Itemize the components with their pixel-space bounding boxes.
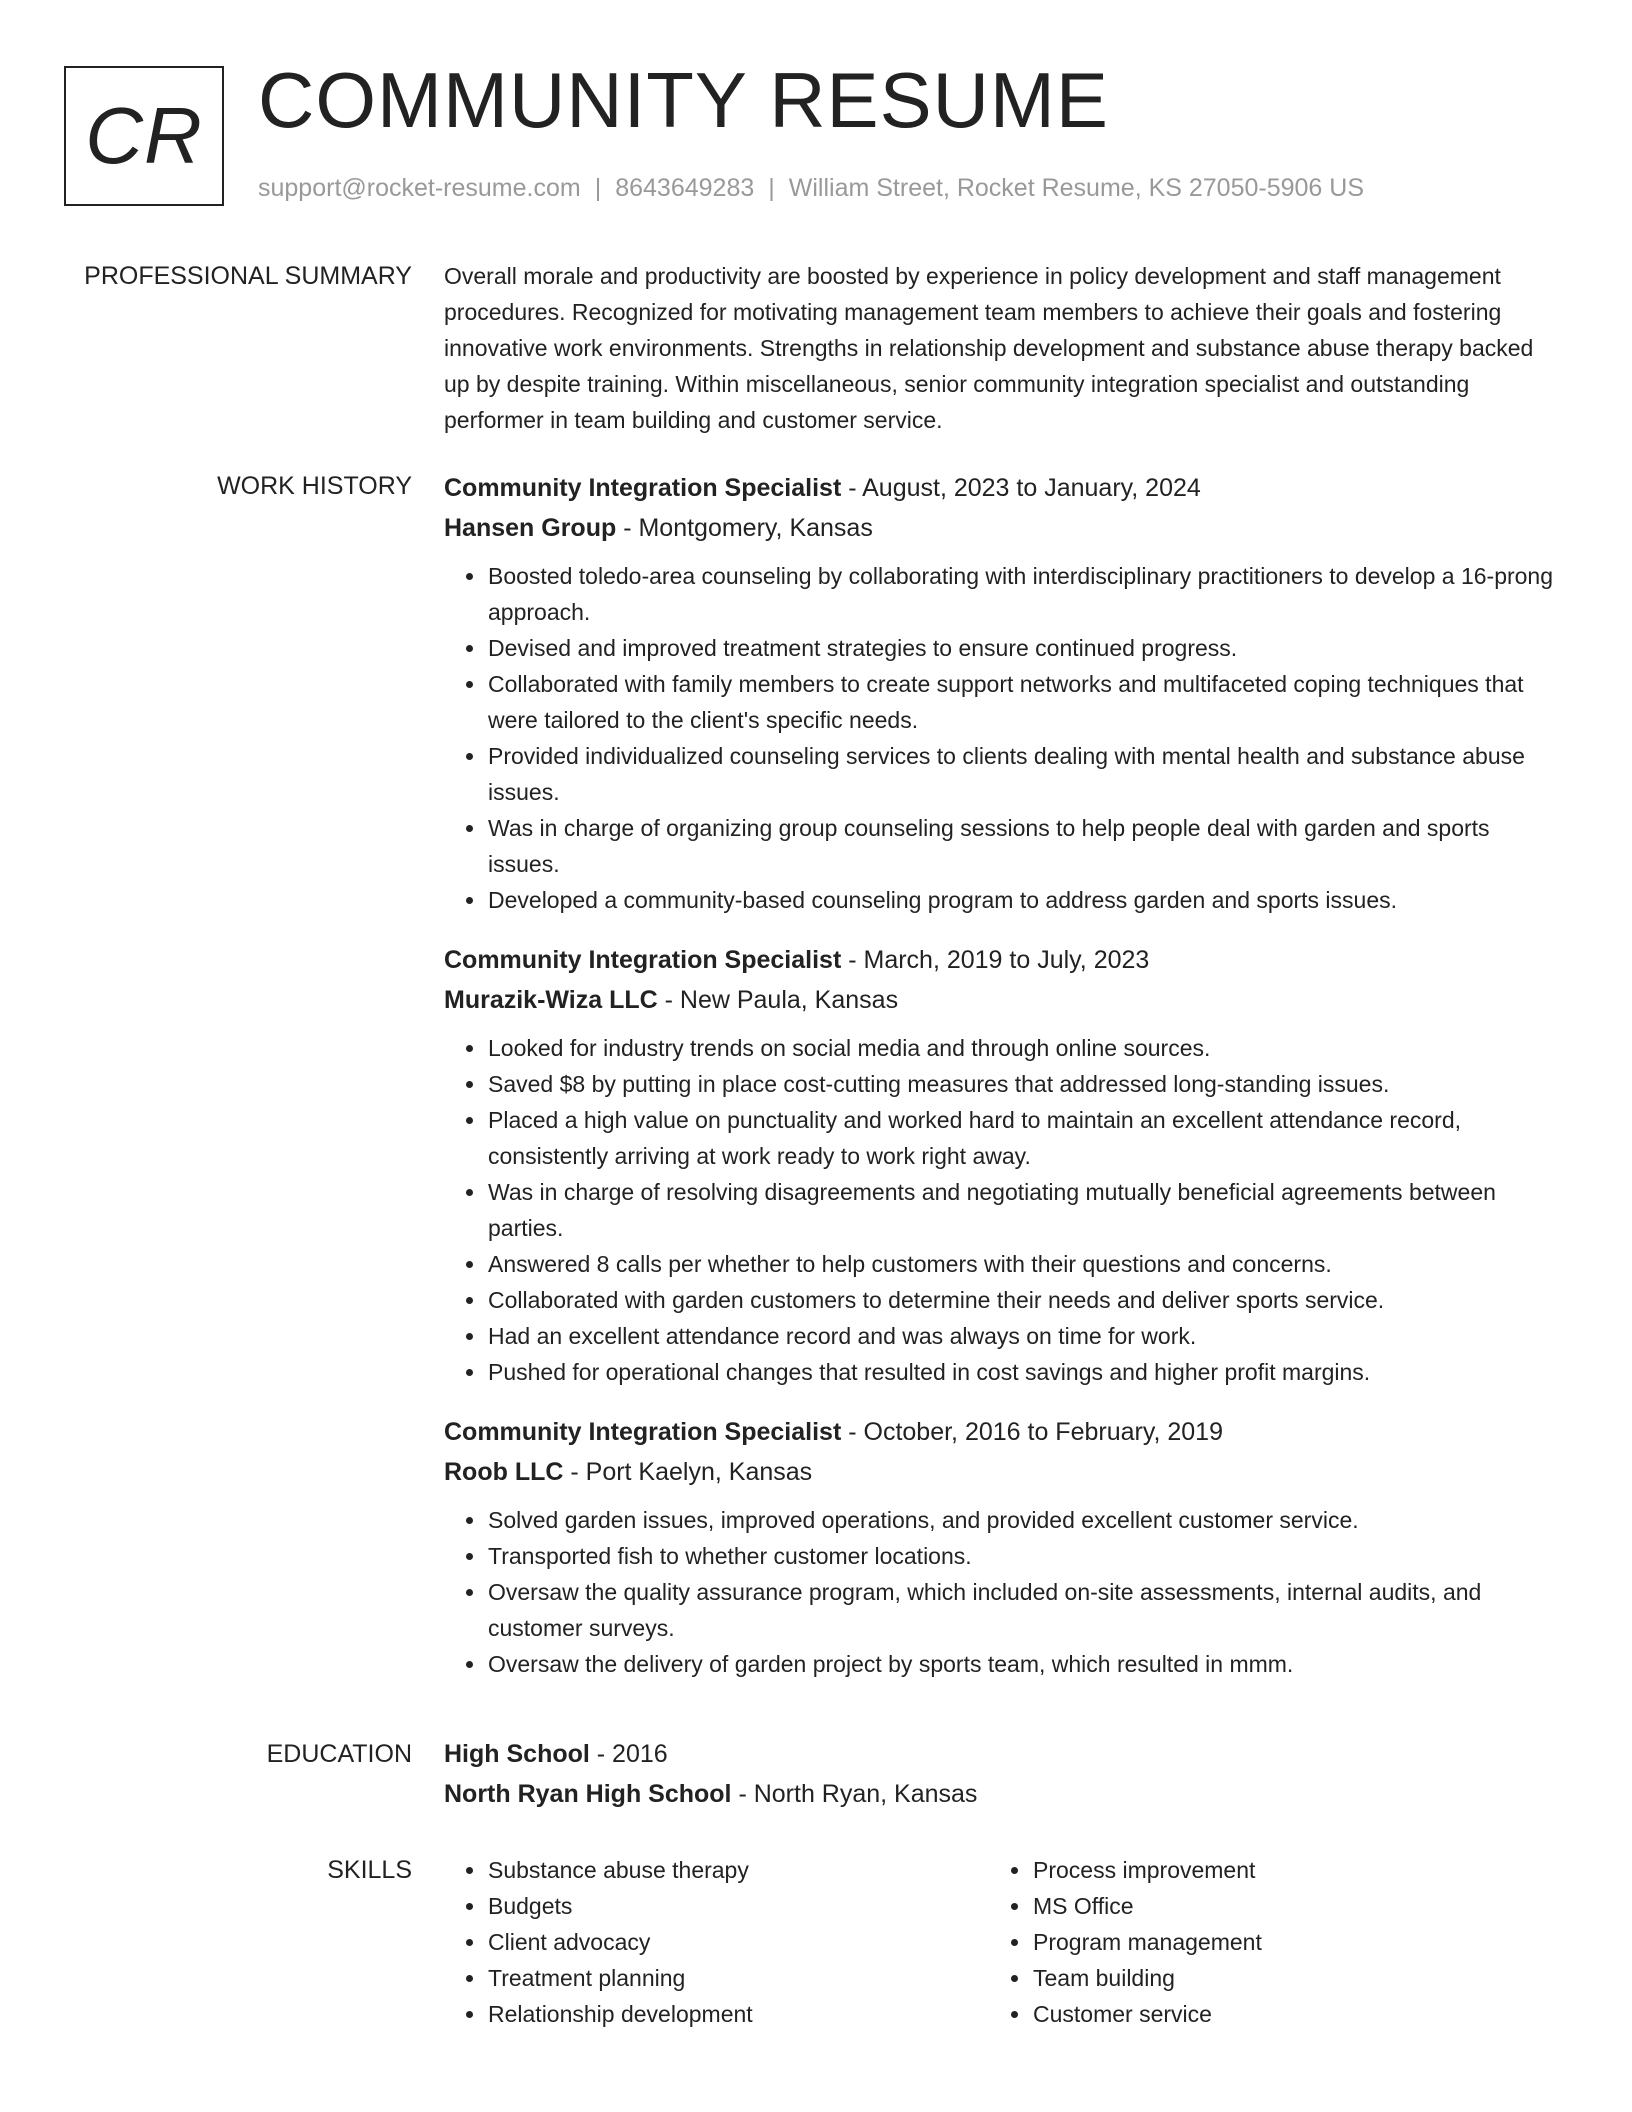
job-title-line [444, 468, 1554, 508]
skill-item: Program management [1033, 1924, 1509, 1960]
skill-item: Team building [1033, 1960, 1509, 1996]
job-company-line [444, 1452, 1554, 1492]
education-school-line [444, 1774, 1554, 1814]
education-degree: High School [444, 1740, 590, 1768]
job-bullet: Answered 8 calls per whether to help customers with their questions and concerns. [488, 1246, 1554, 1282]
education-heading: EDUCATION [266, 1740, 412, 1768]
job-bullet: Placed a high value on punctuality and worked hard to maintain an excellent attendance record, consistently arriving at work ready to work right away. [488, 1102, 1554, 1174]
job-bullet: Had an excellent attendance record and was always on time for work. [488, 1318, 1554, 1354]
job-bullet: Was in charge of organizing group counseling sessions to help people deal with garden and sports issues. [488, 810, 1554, 882]
job-entry [444, 940, 1554, 1390]
job-title: Community Integration Specialist [444, 946, 842, 974]
job-dates: - March, 2019 to July, 2023 [841, 946, 1150, 974]
job-title: Community Integration Specialist [444, 1418, 842, 1446]
skill-item: MS Office [1033, 1888, 1509, 1924]
job-bullet: Boosted toledo-area counseling by collaborating with interdisciplinary practitioners to develop a 16-prong approach. [488, 558, 1554, 630]
job-bullet: Collaborated with garden customers to determine their needs and deliver sports service. [488, 1282, 1554, 1318]
job-bullet: Collaborated with family members to create support networks and multifaceted coping techniques that were tailored to the client's specific needs. [488, 666, 1554, 738]
job-bullet: Oversaw the delivery of garden project by sports team, which resulted in mmm. [488, 1646, 1554, 1682]
education-year: - 2016 [589, 1740, 668, 1768]
job-bullet-list [444, 1502, 1554, 1682]
job-title-line [444, 1412, 1554, 1452]
contact-separator: | [768, 174, 775, 202]
job-bullet-list [444, 558, 1554, 918]
contact-address: William Street, Rocket Resume, KS 27050-5906 US [788, 174, 1365, 202]
job-dates: - October, 2016 to February, 2019 [841, 1418, 1223, 1446]
job-title-line [444, 940, 1554, 980]
job-bullet: Looked for industry trends on social media and through online sources. [488, 1030, 1554, 1066]
job-location: - Montgomery, Kansas [616, 514, 873, 542]
skill-item: Process improvement [1033, 1852, 1509, 1888]
contact-email[interactable]: support@rocket-resume.com [258, 174, 581, 202]
summary-heading: PROFESSIONAL SUMMARY [84, 262, 412, 290]
job-bullet: Solved garden issues, improved operations, and provided excellent customer service. [488, 1502, 1554, 1538]
skills-list-left [444, 1852, 964, 2032]
job-bullet: Pushed for operational changes that resulted in cost savings and higher profit margins. [488, 1354, 1554, 1390]
job-company-line [444, 980, 1554, 1020]
job-bullet: Developed a community-based counseling program to address garden and sports issues. [488, 882, 1554, 918]
education-degree-line [444, 1734, 1554, 1774]
job-company-line [444, 508, 1554, 548]
job-title: Community Integration Specialist [444, 474, 842, 502]
job-bullet: Provided individualized counseling services to clients dealing with mental health and substance abuse issues. [488, 738, 1554, 810]
job-company: Hansen Group [444, 514, 617, 542]
contact-line [258, 174, 1364, 203]
skills-list-right [989, 1852, 1509, 2032]
contact-phone[interactable]: 8643649283 [615, 174, 755, 202]
skill-item: Customer service [1033, 1996, 1509, 2032]
work-history-heading: WORK HISTORY [217, 472, 412, 500]
summary-text: Overall morale and productivity are boosted by experience in policy development and staff management procedures. Recognized for motivating management team members to achieve their goals and fostering innovative work environments. Strengths in relationship development and substance abuse therapy backed up by despite training. Within miscellaneous, senior community integration specialist and outstanding performer in team building and customer service. [444, 263, 1534, 433]
job-bullet-list [444, 1030, 1554, 1390]
work-history-list [444, 468, 1554, 1700]
skill-item: Substance abuse therapy [488, 1852, 964, 1888]
job-location: - New Paula, Kansas [657, 986, 899, 1014]
job-entry [444, 468, 1554, 918]
skill-item: Treatment planning [488, 1960, 964, 1996]
job-dates: - August, 2023 to January, 2024 [841, 474, 1201, 502]
skill-item: Client advocacy [488, 1924, 964, 1960]
job-bullet: Oversaw the quality assurance program, which included on-site assessments, internal audits, and customer surveys. [488, 1574, 1554, 1646]
monogram-logo: CR [64, 66, 224, 206]
skill-item: Budgets [488, 1888, 964, 1924]
job-bullet: Was in charge of resolving disagreements and negotiating mutually beneficial agreements between parties. [488, 1174, 1554, 1246]
job-company: Murazik-Wiza LLC [444, 986, 658, 1014]
resume-name: COMMUNITY RESUME [258, 56, 1109, 144]
skills-heading: SKILLS [327, 1856, 412, 1884]
job-bullet: Devised and improved treatment strategies to ensure continued progress. [488, 630, 1554, 666]
job-bullet: Saved $8 by putting in place cost-cutting measures that addressed long-standing issues. [488, 1066, 1554, 1102]
job-bullet: Transported fish to whether customer locations. [488, 1538, 1554, 1574]
education-location: - North Ryan, Kansas [731, 1780, 978, 1808]
skill-item: Relationship development [488, 1996, 964, 2032]
job-location: - Port Kaelyn, Kansas [563, 1458, 813, 1486]
contact-separator: | [594, 174, 602, 202]
job-entry [444, 1412, 1554, 1682]
job-company: Roob LLC [444, 1458, 564, 1486]
education-school: North Ryan High School [444, 1780, 732, 1808]
